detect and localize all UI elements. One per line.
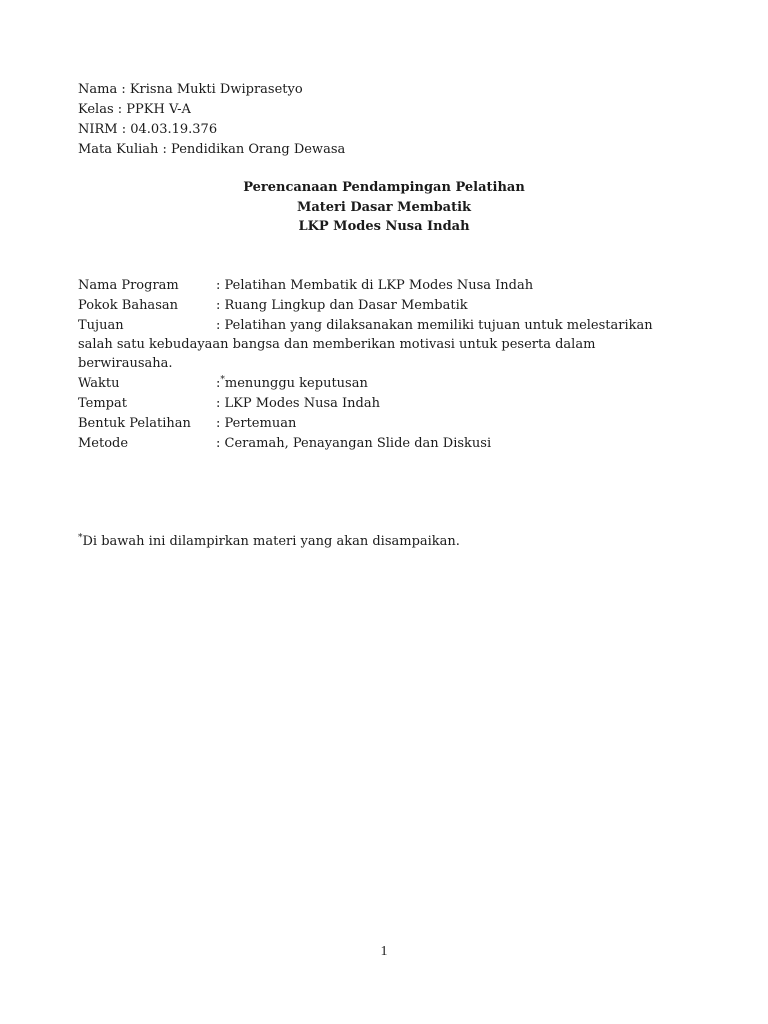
detail-row-goal — [78, 316, 653, 336]
detail-value-prefix: : — [216, 376, 221, 391]
detail-label: Metode — [78, 436, 129, 451]
page-number: 1 — [380, 944, 388, 959]
detail-label: Tujuan — [78, 318, 124, 333]
document-title-line-3: LKP Modes Nusa Indah — [298, 219, 470, 234]
asterisk-marker: * — [78, 533, 83, 543]
identity-course: Mata Kuliah : Pendidikan Orang Dewasa — [78, 142, 346, 157]
document-title-line-2: Materi Dasar Membatik — [296, 200, 472, 215]
detail-value: : Pertemuan — [216, 416, 297, 431]
identity-nirm: NIRM : 04.03.19.376 — [78, 122, 218, 137]
asterisk-marker: * — [220, 375, 225, 385]
footnote-text: Di bawah ini dilampirkan materi yang akan disampaikan. — [82, 534, 460, 549]
detail-row-method — [78, 434, 491, 454]
detail-row-place — [78, 394, 380, 414]
identity-name: Nama : Krisna Mukti Dwiprasetyo — [78, 82, 303, 97]
detail-row-form — [78, 414, 296, 434]
document-title-line-1: Perencanaan Pendampingan Pelatihan — [243, 180, 525, 195]
detail-row-topic — [78, 296, 468, 316]
detail-row-time — [78, 374, 368, 394]
detail-goal-continuation-1: salah satu kebudayaan bangsa dan memberikan motivasi untuk peserta dalam — [78, 337, 596, 352]
footnote — [78, 532, 460, 552]
detail-label: Tempat — [78, 396, 127, 411]
detail-goal-continuation-2: berwirausaha. — [78, 356, 173, 371]
detail-label: Waktu — [78, 376, 120, 391]
detail-value: : Pelatihan yang dilaksanakan memiliki tujuan untuk melestarikan — [216, 318, 653, 333]
detail-value: : Ruang Lingkup dan Dasar Membatik — [216, 298, 468, 313]
detail-value: menunggu keputusan — [224, 376, 368, 391]
detail-label: Nama Program — [78, 278, 179, 293]
identity-class: Kelas : PPKH V-A — [78, 102, 191, 117]
detail-value: : LKP Modes Nusa Indah — [216, 396, 380, 411]
detail-value: : Ceramah, Penayangan Slide dan Diskusi — [216, 436, 492, 451]
detail-row-program — [78, 276, 533, 296]
detail-label: Pokok Bahasan — [78, 298, 178, 313]
detail-label: Bentuk Pelatihan — [78, 416, 191, 431]
detail-value: : Pelatihan Membatik di LKP Modes Nusa Indah — [216, 278, 534, 293]
